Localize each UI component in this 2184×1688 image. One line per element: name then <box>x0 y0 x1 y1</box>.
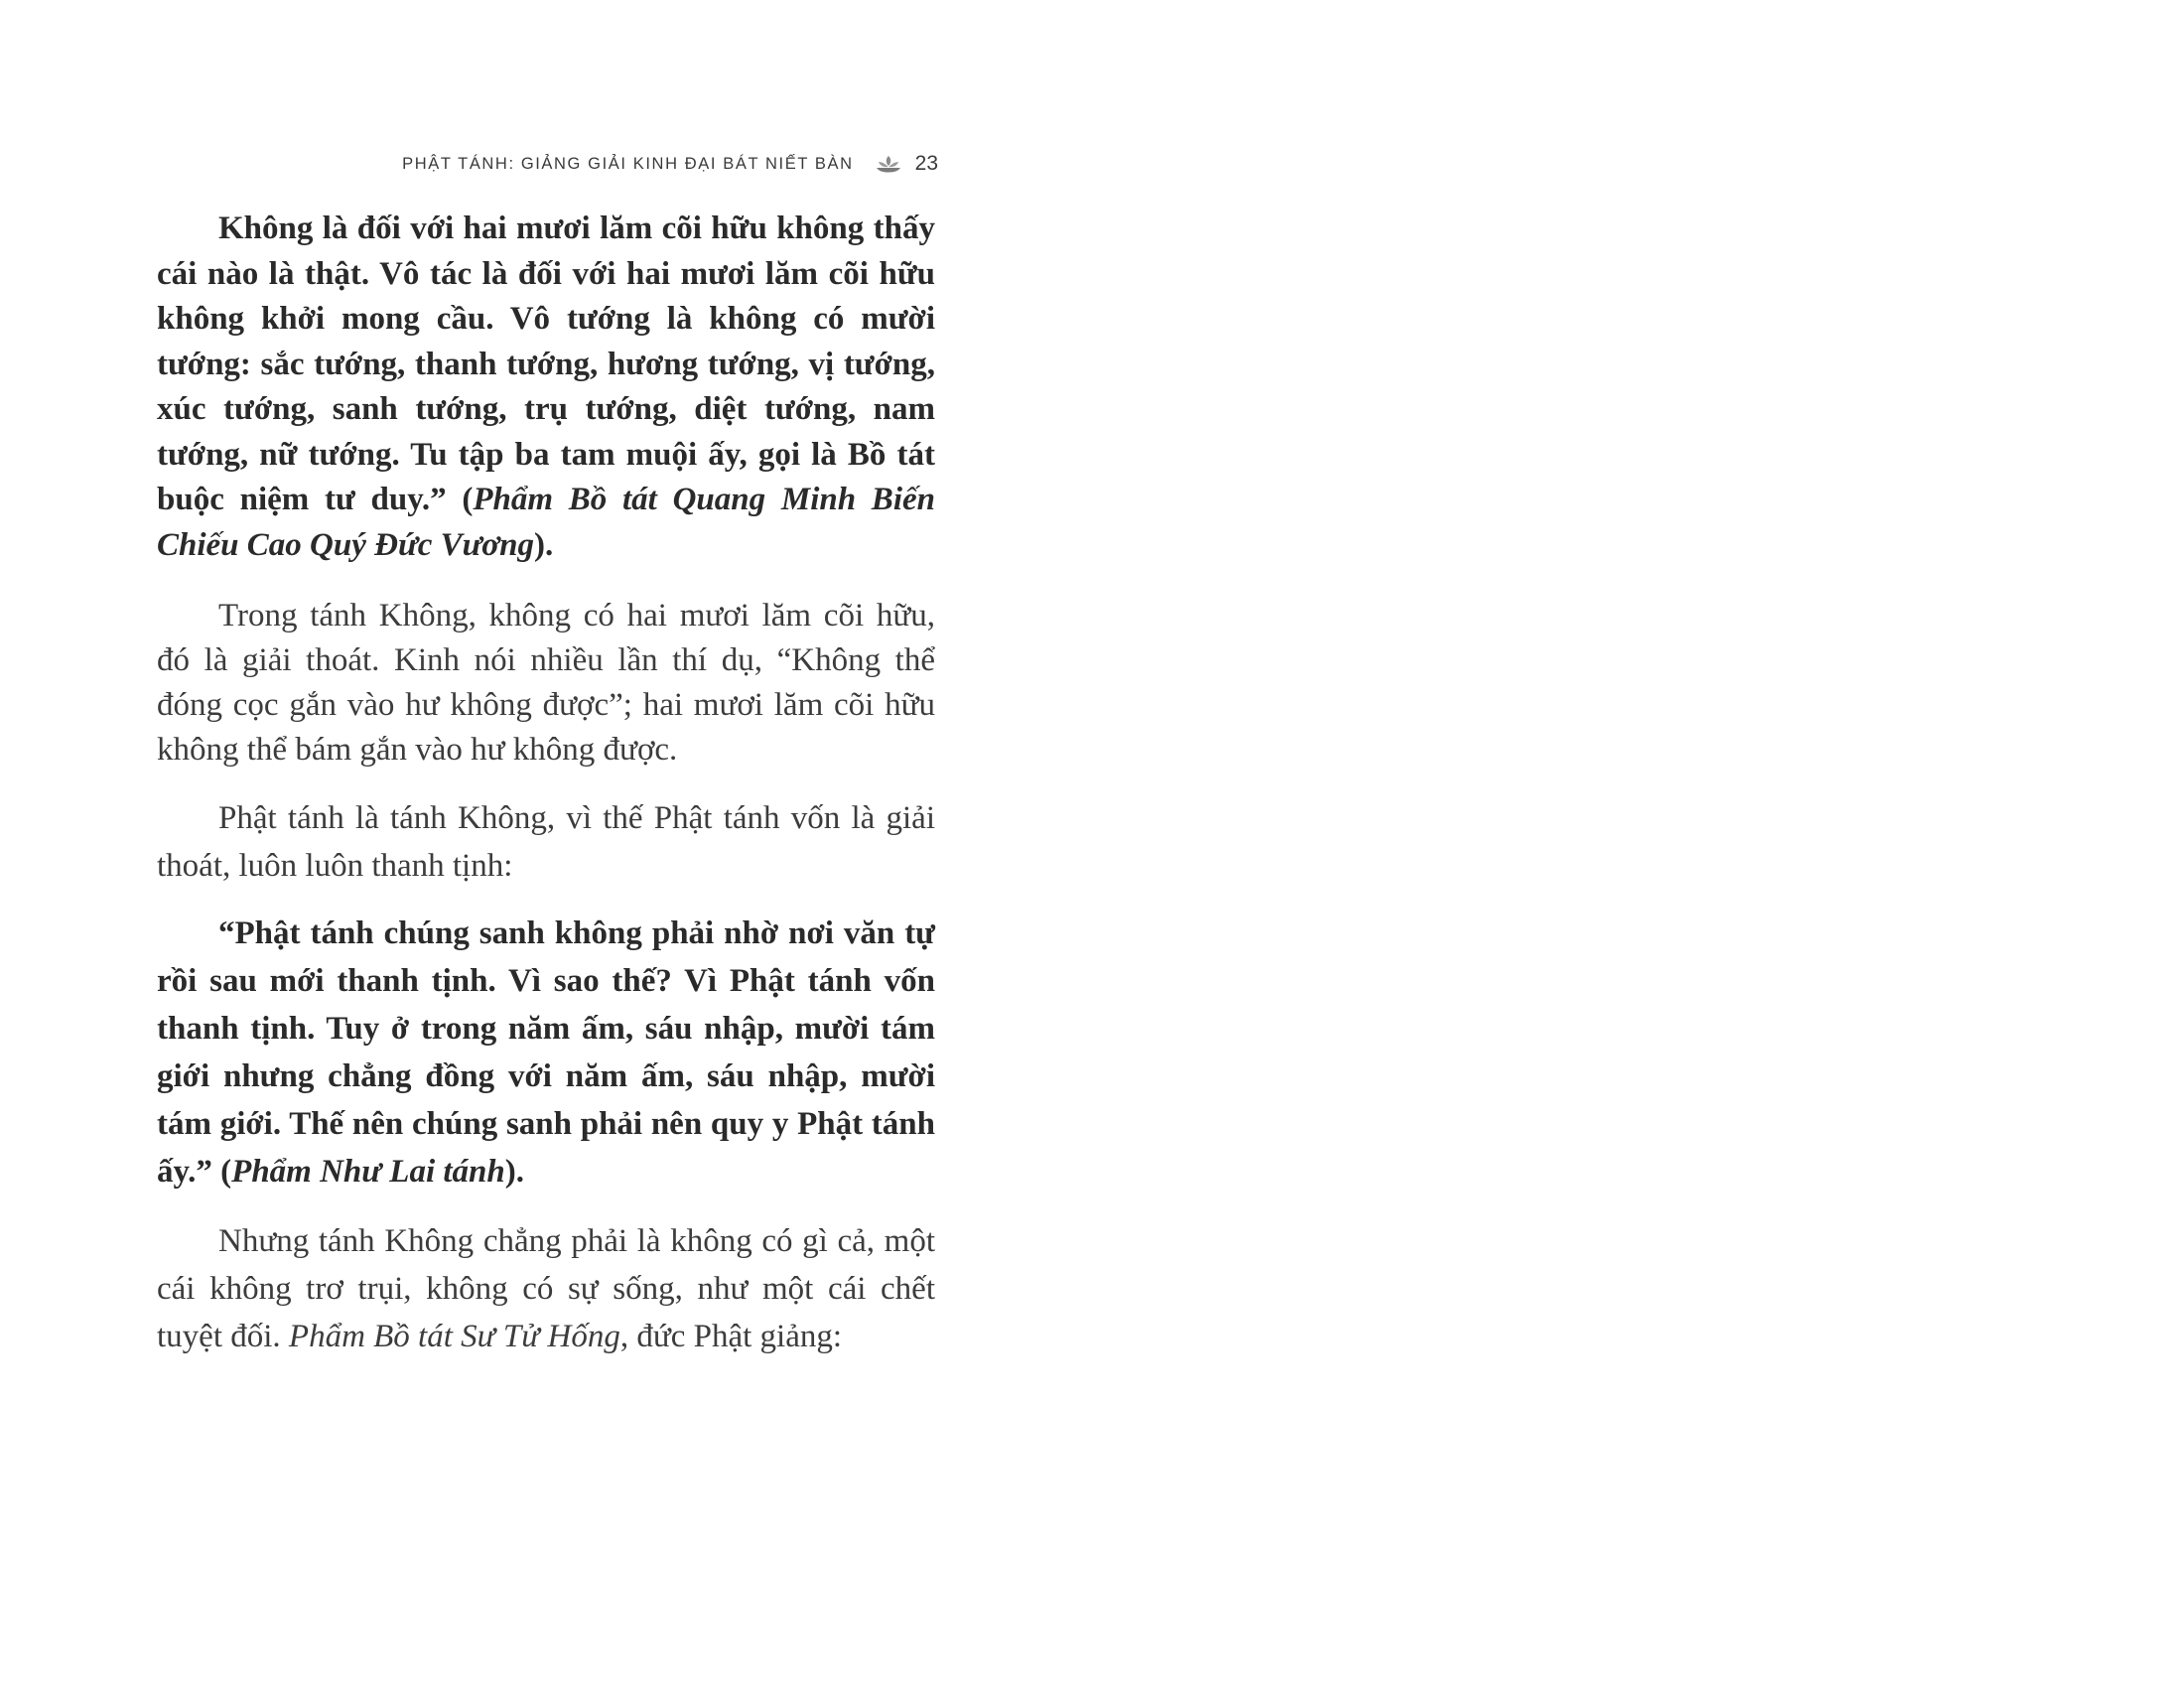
body-paragraph-1: Trong tánh Không, không có hai mươi lăm cõi hữu, đó là giải thoát. Kinh nói nhiều lần thí dụ, “Không thể đóng cọc gắn vào hư không được”; hai mươi lăm cõi hữu không thể bám gắn vào hư không được. <box>157 598 935 768</box>
citation-close: ). <box>504 1154 525 1190</box>
source-citation: Phẩm Như Lai tánh <box>231 1154 505 1190</box>
body-text-end: , đức Phật giảng: <box>619 1319 843 1354</box>
running-title: PHẬT TÁNH: GIẢNG GIẢI KINH ĐẠI BÁT NIẾT BÀN <box>402 154 854 173</box>
page-number: 23 <box>914 152 938 175</box>
source-citation: Phẩm Bồ tát Sư Tử Hống <box>288 1319 620 1354</box>
source-citation: Phẩm Bồ tát Quang Minh Biến Chiếu Cao Quý Đức Vương <box>157 482 935 563</box>
page-body <box>157 207 935 1360</box>
body-paragraph-3 <box>157 1217 935 1360</box>
quote-paragraph-1 <box>157 207 935 568</box>
quote-text: Không là đối với hai mươi lăm cõi hữu không thấy cái nào là thật. Vô tác là đối với hai mươi lăm cõi hữu không khởi mong cầu. Vô tướng là không có mười tướng: sắc tướng, thanh tướng, hương tướng, vị tướng, xúc tướng, sanh tướng, trụ tướng, diệt tướng, nam tướng, nữ tướng. Tu tập ba tam muội ấy, gọi là Bồ tát buộc niệm tư duy.” ( <box>157 211 935 517</box>
body-text: Nhưng tánh Không chẳng phải là không có gì cả, một cái không trơ trụi, không có sự sống, như một cái chết tuyệt đối. <box>157 1223 935 1354</box>
quote-text: “Phật tánh chúng sanh không phải nhờ nơi văn tự rồi sau mới thanh tịnh. Vì sao thế? Vì Phật tánh vốn thanh tịnh. Tuy ở trong năm ấm, sáu nhập, mười tám giới nhưng chẳng đồng với năm ấm, sáu nhập, mười tám giới. Thế nên chúng sanh phải nên quy y Phật tánh ấy.” ( <box>157 915 935 1190</box>
lotus-icon <box>876 154 901 174</box>
quote-paragraph-2 <box>157 910 935 1196</box>
page-header <box>377 147 938 181</box>
body-paragraph-2: Phật tánh là tánh Không, vì thế Phật tánh vốn là giải thoát, luôn luôn thanh tịnh: <box>157 800 935 884</box>
citation-close: ). <box>533 526 554 563</box>
